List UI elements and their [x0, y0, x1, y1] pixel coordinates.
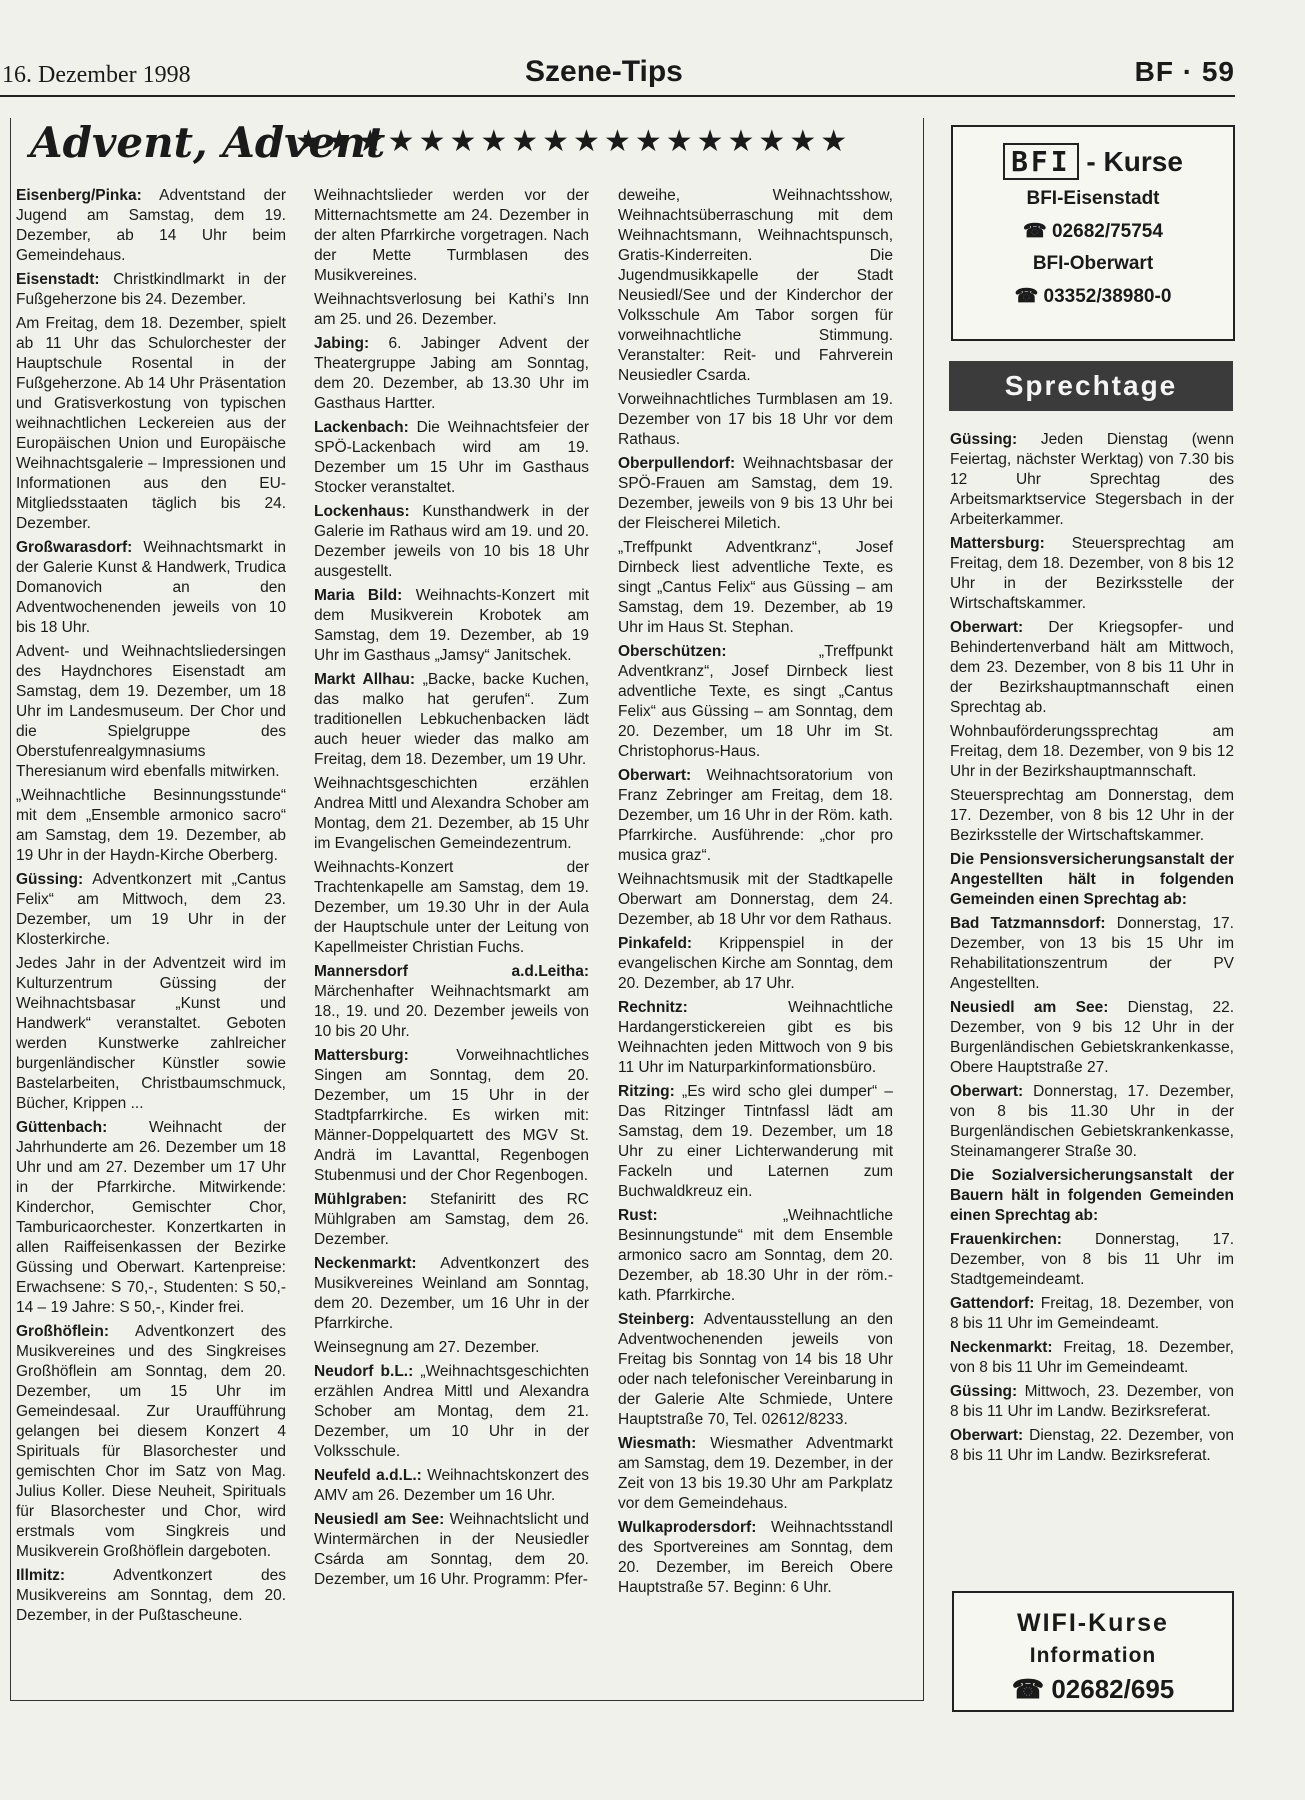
sprechtag-entry	[950, 914, 1234, 994]
entry-text: „Treffpunkt Adventkranz“, Josef Dirnbeck liest adventliche Texte, es singt „Cantus Felix“ aus Güssing – am Samstag, dem 19. Dezember, ab 19 Uhr im Haus St. Stephan.	[618, 539, 893, 636]
entry-text: Weihnachts-Konzert mit dem Musikverein Krobotek am Samstag, dem 19. Dezember, ab 19 Uhr im Gasthaus „Jamsy“ Janitschek.	[314, 587, 590, 664]
entry-text: „Weihnachtsgeschichten erzählen Andrea Mittl und Alexandra Schober am Montag, dem 21. Dezember, um 10 Uhr in der Volksschule.	[314, 1363, 589, 1460]
entry-text: Wiesmather Adventmarkt am Samstag, dem 19. Dezember, in der Zeit von 13 bis 19.30 Uhr am Parkplatz vor dem Gemeindehaus.	[618, 1435, 893, 1512]
place-name: Eisenstadt:	[16, 271, 100, 288]
header-rule	[0, 95, 1235, 97]
advent-column-3	[618, 186, 893, 1602]
sprechtag-entry	[950, 1082, 1234, 1162]
entry-text: Mittwoch, 23. Dezember, von 8 bis 11 Uhr im Landw. Bezirksreferat.	[950, 1383, 1234, 1420]
wifi-phone: ☎ 02682/695	[1011, 1674, 1175, 1704]
event-entry	[314, 1362, 589, 1462]
event-entry	[314, 1254, 589, 1334]
place-name: Rechnitz:	[618, 999, 688, 1016]
event-entry	[16, 954, 286, 1114]
event-entry	[618, 1518, 893, 1598]
place-name: Güttenbach:	[16, 1119, 108, 1136]
advent-column-2	[314, 186, 589, 1594]
entry-text: Adventkonzert des Musikvereins am Sonntag, dem 20. Dezember, in der Pußtascheune.	[16, 1567, 286, 1624]
entry-text: Weihnachtskonzert des AMV am 26. Dezember um 16 Uhr.	[314, 1467, 589, 1504]
sprechtag-entry	[950, 722, 1234, 782]
sprechtag-entry	[950, 998, 1234, 1078]
place-name: Rust:	[618, 1207, 658, 1224]
event-entry	[16, 1118, 286, 1318]
entry-text: Weihnachtsmusik mit der Stadtkapelle Oberwart am Donnerstag, dem 24. Dezember, ab 18 Uhr vor dem Rathaus.	[618, 871, 893, 928]
sprechtag-entry	[950, 850, 1234, 910]
entry-text: „Weihnachtliche Besinnungstunde“ mit dem Ensemble armonico sacro am Sonntag, dem 20. Dezember, ab 18.30 Uhr in der röm.-kath. Pfarrkirche.	[618, 1207, 893, 1304]
place-name: Oberpullendorf:	[618, 455, 736, 472]
entry-text: Weihnachtsoratorium von Franz Zebringer am Freitag, dem 18. Dezember, um 16 Uhr in der Röm. kath. Pfarrkirche. Ausführende: „chor pro musica graz“.	[618, 767, 893, 864]
entry-text: Donnerstag, 17. Dezember, von 13 bis 15 Uhr im Rehabilitationszentrum der PV Angestellten.	[950, 915, 1234, 992]
event-entry	[314, 1466, 589, 1506]
entry-text: Weihnachtsverlosung bei Kathi’s Inn am 25. und 26. Dezember.	[314, 291, 589, 328]
entry-text: „Treffpunkt Adventkranz“, Josef Dirnbeck liest adventliche Texte, es singt „Cantus Felix“ aus Güssing – am Sonntag, dem 20. Dezember, um 18 Uhr im St. Christophorus-Haus.	[618, 643, 893, 760]
bfi-location-1: BFI-Eisenstadt	[1026, 188, 1160, 209]
sprechtag-entry	[950, 1230, 1234, 1290]
entry-text: Weihnachtsbasar der SPÖ-Frauen am Samstag, dem 19. Dezember, jeweils von 9 bis 13 Uhr bei der Fleischerei Miletich.	[618, 455, 894, 532]
event-entry	[16, 870, 286, 950]
entry-text: „Es wird scho glei dumper“ – Das Ritzinger Tintnfassl lädt am Samstag, dem 19. Dezember, um 18 Uhr zu einer Lichterwanderung mit Fackeln und Laternen zum Buchwaldkreuz ein.	[618, 1083, 893, 1200]
entry-text: Weinsegnung am 27. Dezember.	[314, 1339, 540, 1356]
event-entry	[618, 1206, 893, 1306]
entry-text: Jeden Dienstag (wenn Feiertag, nächster Werktag) von 7.30 bis 12 Uhr Sprechtag des Arbeitsmarktservice Stegersbach in der Arbeiterkammer.	[950, 431, 1234, 528]
entry-text: Weihnachtsgeschichten erzählen Andrea Mittl und Alexandra Schober am Montag, dem 21. Dezember, ab 15 Uhr im Evangelischen Gemeindezentrum.	[314, 775, 589, 852]
advent-column-1	[16, 186, 286, 1630]
entry-text: Steuersprechtag am Freitag, dem 18. Dezember, von 8 bis 12 Uhr in der Bezirksstelle der Wirtschaftskammer.	[950, 535, 1234, 612]
sprechtag-entry	[950, 786, 1234, 846]
place-name: Wiesmath:	[618, 1435, 697, 1452]
sprechtag-entry	[950, 1338, 1234, 1378]
place-name: Neckenmarkt:	[314, 1255, 417, 1272]
bfi-title: - Kurse	[1078, 146, 1183, 177]
wifi-info-label: Information	[1029, 1644, 1157, 1667]
entry-text: Der Kriegsopfer- und Behindertenverband hält am Mittwoch, dem 23. Dezember, von 8 bis 11 Uhr in der Bezirkshauptmannschaft einen Sprechtag ab.	[950, 619, 1234, 716]
place-name: Güssing:	[16, 871, 84, 888]
entry-text: Stefaniritt des RC Mühlgraben am Samstag, dem 26. Dezember.	[314, 1191, 589, 1248]
place-name: Mühlgraben:	[314, 1191, 407, 1208]
entry-text: Märchenhafter Weihnachtsmarkt am 18., 19. und 20. Dezember jeweils von 10 bis 20 Uhr.	[314, 983, 589, 1040]
event-entry	[314, 1046, 589, 1186]
event-entry	[16, 786, 286, 866]
entry-text: Adventkonzert mit „Cantus Felix“ am Mittwoch, dem 23. Dezember, um 19 Uhr in der Klosterkirche.	[16, 871, 286, 948]
place-name: Wulkaprodersdorf:	[618, 1519, 757, 1536]
entry-text: Advent- und Weihnachtsliedersingen des Haydnchores Eisenstadt am Samstag, dem 19. Dezember, um 18 Uhr im Landesmuseum. Der Chor und die Spielgruppe des Oberstufenrealgymnasiums Theresianum wird ebenfalls mitwirken.	[16, 643, 286, 780]
place-name: Gattendorf:	[950, 1295, 1035, 1312]
sprechtag-entry	[950, 1294, 1234, 1334]
event-entry	[314, 502, 589, 582]
event-entry	[618, 390, 893, 450]
bfi-logo: BFI	[1003, 143, 1079, 180]
place-name: Oberschützen:	[618, 643, 727, 660]
sprechtag-entry	[950, 1166, 1234, 1226]
place-name: Großwarasdorf:	[16, 539, 133, 556]
event-entry	[618, 870, 893, 930]
event-entry	[618, 1434, 893, 1514]
place-name: Bad Tatzmannsdorf:	[950, 915, 1106, 932]
event-entry	[314, 290, 589, 330]
entry-text: Adventkonzert des Musikvereines und des Singkreises Großhöflein am Sonntag, dem 20. Dezember, um 15 Uhr im Gemeindesaal. Zur Uraufführung gelangen bei diesem Konzert 4 Spirituals für Blasorchester und gemischten Chor im Satz von Mag. Julius Koller. Diese Neuheit, Spirituals für Blasorchester und Chor, wird erstmals vom Singkreis und Musikverein Großhöflein dargeboten.	[16, 1323, 286, 1560]
issue-date: 16. Dezember 1998	[2, 62, 191, 88]
place-name: Oberwart:	[950, 1083, 1024, 1100]
event-entry	[16, 314, 286, 534]
entry-text: Vorweihnachtliches Singen am Sonntag, dem 20. Dezember, um 15 Uhr in der Stadtpfarrkirche. Es wirken mit: Männer-Doppelquartett des MGV St. Andrä im Lavanttal, Regenbogen Stubenmusi und der Chor Regenbogen.	[314, 1047, 589, 1184]
event-entry	[618, 186, 893, 386]
event-entry	[16, 538, 286, 638]
event-entry	[618, 642, 893, 762]
place-name: Neufeld a.d.L.:	[314, 1467, 422, 1484]
bfi-ad-box	[951, 125, 1235, 341]
event-entry	[314, 1510, 589, 1590]
entry-text: Weihnachtsstandl des Sportvereines am Sonntag, dem 20. Dezember, im Bereich Obere Hauptstraße 57. Beginn: 6 Uhr.	[618, 1519, 893, 1596]
place-name: Lackenbach:	[314, 419, 409, 436]
wifi-ad-box	[952, 1591, 1234, 1712]
event-entry	[618, 766, 893, 866]
event-entry	[16, 270, 286, 310]
place-name: Neusiedl am See:	[950, 999, 1109, 1016]
wifi-title: WIFI-Kurse	[1017, 1609, 1169, 1637]
place-name: Güssing:	[950, 1383, 1018, 1400]
event-entry	[16, 186, 286, 266]
entry-text: Weihnachts-Konzert der Trachtenkapelle am Samstag, dem 19. Dezember, um 19.30 Uhr in der Aula der Hauptschule unter der Leitung von Kapellmeister Christian Fuchs.	[314, 859, 589, 956]
entry-text: Freitag, 18. Dezember, von 8 bis 11 Uhr im Gemeindeamt.	[950, 1339, 1234, 1376]
section-title: Szene-Tips	[525, 55, 683, 88]
event-entry	[314, 774, 589, 854]
entry-text: Dienstag, 22. Dezember, von 9 bis 12 Uhr in der Burgenländischen Gebietskrankenkasse, Obere Hauptstraße 27.	[950, 999, 1235, 1076]
place-name: Oberwart:	[950, 619, 1024, 636]
event-entry	[314, 1338, 589, 1358]
entry-text: Weihnachtliche Hardangerstickereien gibt es bis Weihnachten jeden Mittwoch von 9 bis 11 Uhr im Naturparkinformationsbüro.	[618, 999, 893, 1076]
place-name: Illmitz:	[16, 1567, 66, 1584]
place-name: Die Sozialversicherungsanstalt der Bauern hält in folgenden Gemeinden einen Sprechtag ab:	[950, 1167, 1234, 1224]
sprechtage-heading: Sprechtage	[949, 361, 1233, 411]
entry-text: „Weihnachtliche Besinnungsstunde“ mit dem „Ensemble armonico sacro“ am Samstag, dem 19. Dezember, ab 19 Uhr in der Haydn-Kirche Oberberg.	[16, 787, 286, 864]
entry-text: Wohnbauförderungssprechtag am Freitag, dem 18. Dezember, von 9 bis 12 Uhr in der Bezirkshauptmannschaft.	[950, 723, 1234, 780]
sprechtag-entry	[950, 534, 1234, 614]
event-entry	[618, 1310, 893, 1430]
entry-text: 6. Jabinger Advent der Theatergruppe Jabing am Sonntag, dem 20. Dezember, ab 13.30 Uhr im Gasthaus Hartter.	[314, 335, 589, 412]
entry-text: Am Freitag, dem 18. Dezember, spielt ab 11 Uhr das Schulorchester der Hauptschule Rosental in der Fußgeherzone. Ab 14 Uhr Präsentation und Gratisverkostung von typischen weihnachtlichen Leckereien aus der Europäischen Union und Europäische Weihnachtsgalerie – Impressionen und Informationen aus den EU-Mitgliedsstaaten täglich bis 24. Dezember.	[16, 315, 286, 532]
place-name: Mattersburg:	[950, 535, 1045, 552]
event-entry	[314, 586, 589, 666]
entry-text: Christkindlmarkt in der Fußgeherzone bis 24. Dezember.	[16, 271, 286, 308]
event-entry	[314, 670, 589, 770]
place-name: Ritzing:	[618, 1083, 675, 1100]
event-entry	[16, 1566, 286, 1626]
entry-text: Adventstand der Jugend am Samstag, dem 19. Dezember, ab 14 Uhr beim Gemeindehaus.	[16, 187, 286, 264]
event-entry	[314, 186, 589, 286]
page-number: BF · 59	[1134, 56, 1235, 87]
sprechtag-entry	[950, 1382, 1234, 1422]
place-name: Markt Allhau:	[314, 671, 416, 688]
entry-text: Donnerstag, 17. Dezember, von 8 bis 11 Uhr im Stadtgemeindeamt.	[950, 1231, 1234, 1288]
entry-text: Vorweihnachtliches Turmblasen am 19. Dezember von 17 bis 18 Uhr vor dem Rathaus.	[618, 391, 893, 448]
place-name: Eisenberg/Pinka:	[16, 187, 142, 204]
event-entry	[16, 1322, 286, 1562]
entry-text: Die Weihnachtsfeier der SPÖ-Lackenbach wird am 19. Dezember um 15 Uhr im Gasthaus Stocker veranstaltet.	[314, 419, 589, 496]
entry-text: Donnerstag, 17. Dezember, von 8 bis 11.30 Uhr in der Burgenländischen Gebietskrankenkasse, Steinamangerer Straße 30.	[950, 1083, 1234, 1160]
place-name: Mannersdorf a.d.Leitha:	[314, 963, 589, 980]
bfi-phone-2: ☎ 03352/38980-0	[1014, 286, 1172, 307]
entry-text: Kunsthandwerk in der Galerie im Rathaus wird am 19. und 20. Dezember jeweils von 10 bis 18 Uhr ausgestellt.	[314, 503, 590, 580]
bfi-phone-1: ☎ 02682/75754	[1023, 221, 1163, 242]
star-row-decoration: ★★★★★★★★★★★★★★★★★★	[295, 125, 852, 158]
entry-text: Jedes Jahr in der Adventzeit wird im Kulturzentrum Güssing der Weihnachtsbasar „Kunst und Handwerk“ veranstaltet. Geboten werden Kunstwerke zahlreicher burgenländischer Künstler sowie Bastelarbeiten, Christbaumschmuck, Bücher, Krippen ...	[16, 955, 286, 1112]
sprechtag-entry	[950, 618, 1234, 718]
entry-text: deweihe, Weihnachtsshow, Weihnachtsüberraschung mit dem Weihnachtsmann, Weihnachtspunsch, Gratis-Kinderreiten. Die Jugendmusikkapelle der Stadt Neusiedl/See und der Kinderchor der Volksschule Am Tabor sorgen für vorweihnachtliche Stimmung. Veranstalter: Reit- und Fahrverein Neusiedler Csarda.	[618, 187, 893, 384]
place-name: Frauenkirchen:	[950, 1231, 1062, 1248]
sprechtage-column	[950, 430, 1234, 1470]
place-name: Die Pensionsversicherungsanstalt der Angestellten hält in folgenden Gemeinden einen Sprechtag ab:	[950, 851, 1234, 908]
event-entry	[618, 998, 893, 1078]
event-entry	[618, 1082, 893, 1202]
event-entry	[314, 858, 589, 958]
entry-text: Steuersprechtag am Donnerstag, dem 17. Dezember, von 8 bis 12 Uhr in der Bezirksstelle der Wirtschaftskammer.	[950, 787, 1234, 844]
place-name: Jabing:	[314, 335, 370, 352]
event-entry	[618, 454, 893, 534]
bfi-location-2: BFI-Oberwart	[1032, 253, 1154, 274]
place-name: Lockenhaus:	[314, 503, 410, 520]
event-entry	[618, 538, 893, 638]
entry-text: Adventkonzert des Musikvereines Weinland am Sonntag, dem 20. Dezember, um 16 Uhr in der Pfarrkirche.	[314, 1255, 589, 1332]
entry-text: Krippenspiel in der evangelischen Kirche am Sonntag, dem 20. Dezember, ab 17 Uhr.	[618, 935, 893, 992]
place-name: Neudorf b.L.:	[314, 1363, 414, 1380]
sprechtag-entry	[950, 430, 1234, 530]
place-name: Großhöflein:	[16, 1323, 109, 1340]
place-name: Mattersburg:	[314, 1047, 409, 1064]
place-name: Pinkafeld:	[618, 935, 693, 952]
place-name: Maria Bild:	[314, 587, 403, 604]
place-name: Neusiedl am See:	[314, 1511, 445, 1528]
entry-text: Dienstag, 22. Dezember, von 8 bis 11 Uhr im Landw. Bezirksreferat.	[950, 1427, 1234, 1464]
entry-text: Weihnachtsmarkt in der Galerie Kunst & Handwerk, Trudica Domanovich an den Adventwochenenden jeweils von 10 bis 18 Uhr.	[16, 539, 286, 636]
entry-text: Weihnachtslicht und Wintermärchen in der Neusiedler Csárda am Sonntag, dem 20. Dezember, um 16 Uhr. Programm: Pfer-	[314, 1511, 589, 1588]
sprechtag-entry	[950, 1426, 1234, 1466]
place-name: Neckenmarkt:	[950, 1339, 1053, 1356]
event-entry	[314, 962, 589, 1042]
event-entry	[314, 418, 589, 498]
place-name: Güssing:	[950, 431, 1018, 448]
entry-text: Weihnacht der Jahrhunderte am 26. Dezember um 18 Uhr und am 27. Dezember um 17 Uhr in der Pfarrkirche. Mitwirkende: Kinderchor, Gemischter Chor, Tamburicaorchester. Konzertkarten in allen Raiffeisenkassen der Bezirke Güssing und Oberwart. Kartenpreise: Erwachsene: S 70,-, Studenten: S 50,- 14 – 19 Jahre: S 50,-, Kinder frei.	[16, 1119, 286, 1316]
place-name: Steinberg:	[618, 1311, 695, 1328]
event-entry	[314, 334, 589, 414]
entry-text: Weihnachtslieder werden vor der Mitternachtsmette am 24. Dezember in der alten Pfarrkirche vorgetragen. Nach der Mette Turmblasen des Musikvereines.	[314, 187, 589, 284]
entry-text: Freitag, 18. Dezember, von 8 bis 11 Uhr im Gemeindeamt.	[950, 1295, 1234, 1332]
entry-text: Adventausstellung an den Adventwochenenden jeweils von Freitag bis Sonntag von 14 bis 18 Uhr oder nach telefonischer Vereinbarung in der Galerie Alte Schmiede, Untere Hauptstraße 70, Tel. 02612/8233.	[618, 1311, 893, 1428]
event-entry	[16, 642, 286, 782]
place-name: Oberwart:	[950, 1427, 1024, 1444]
place-name: Oberwart:	[618, 767, 692, 784]
advent-heading: Advent, Advent	[30, 118, 386, 167]
event-entry	[618, 934, 893, 994]
event-entry	[314, 1190, 589, 1250]
entry-text: „Backe, backe Kuchen, das malko hat gerufen“. Zum traditionellen Lebkuchenbacken lädt auch heuer wieder das malko am Freitag, dem 18. Dezember, um 19 Uhr.	[314, 671, 589, 768]
